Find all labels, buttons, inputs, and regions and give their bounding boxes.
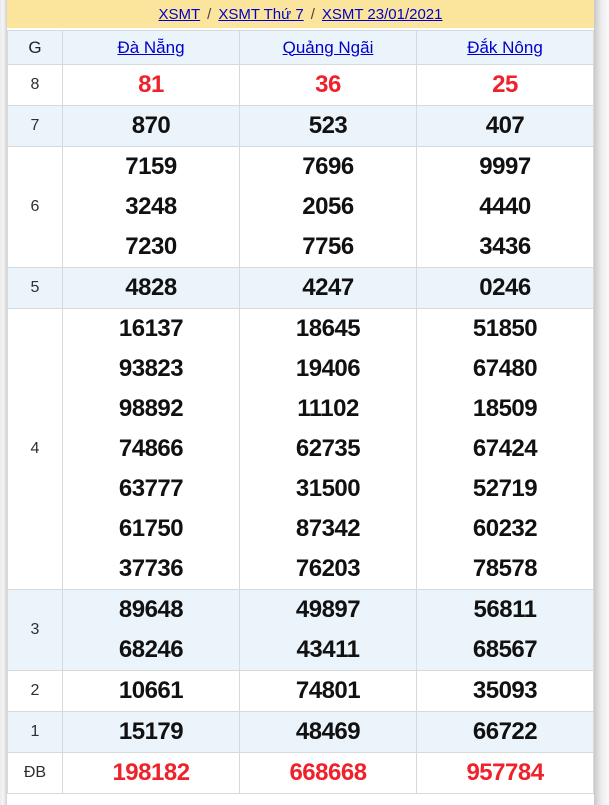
prize-cell — [417, 106, 594, 147]
prize-number: 68246 — [118, 636, 184, 663]
results-table-body — [8, 65, 594, 794]
prize-number: 4247 — [302, 274, 354, 301]
prize-number: 31500 — [295, 475, 361, 502]
header-row — [8, 31, 594, 65]
prize-number: 7696 — [302, 153, 354, 180]
prize-cell — [63, 712, 240, 753]
prize-number: 98892 — [118, 395, 184, 422]
prize-cell — [63, 753, 240, 794]
prize-group-label: 1 — [8, 712, 63, 753]
prize-cell — [240, 671, 417, 712]
page-left-edge — [0, 0, 7, 805]
prize-number: 36 — [315, 71, 341, 98]
table-row — [8, 268, 594, 309]
prize-cell — [417, 590, 594, 671]
prize-number: 9997 — [479, 153, 531, 180]
prize-number: 60232 — [472, 515, 538, 542]
prize-group-label: 2 — [8, 671, 63, 712]
prize-number: 48469 — [295, 718, 361, 745]
prize-cell — [240, 268, 417, 309]
dak-nong-link[interactable]: Đắk Nông — [467, 37, 543, 57]
prize-number: 15179 — [118, 718, 184, 745]
column-header-quang-ngai — [240, 31, 417, 65]
prize-number: 78578 — [472, 555, 538, 582]
breadcrumb-link-xsmt[interactable]: XSMT — [158, 5, 201, 23]
prize-number: 74866 — [118, 435, 184, 462]
prize-number: 62735 — [295, 435, 361, 462]
prize-cell — [240, 65, 417, 106]
table-row — [8, 753, 594, 794]
prize-number: 11102 — [297, 395, 359, 422]
content-area — [7, 0, 594, 794]
prize-number: 4828 — [125, 274, 177, 301]
prize-cell — [240, 753, 417, 794]
prize-cell — [63, 147, 240, 268]
prize-number: 35093 — [472, 677, 538, 704]
prize-number: 89648 — [118, 596, 184, 623]
column-header-da-nang — [63, 31, 240, 65]
prize-number: 2056 — [302, 193, 354, 220]
table-row — [8, 147, 594, 268]
prize-number: 56811 — [473, 596, 537, 623]
prize-group-label: 7 — [8, 106, 63, 147]
prize-number: 67480 — [472, 355, 538, 382]
prize-number: 52719 — [472, 475, 538, 502]
prize-number: 81 — [138, 71, 164, 98]
prize-cell — [417, 753, 594, 794]
prize-number: 3248 — [125, 193, 177, 220]
prize-number: 49897 — [295, 596, 361, 623]
prize-number: 63777 — [118, 475, 184, 502]
prize-cell — [240, 590, 417, 671]
prize-cell — [240, 106, 417, 147]
quang-ngai-link[interactable]: Quảng Ngãi — [282, 37, 374, 57]
prize-number: 74801 — [295, 677, 361, 704]
prize-cell — [417, 712, 594, 753]
column-header-g: G — [8, 31, 63, 65]
prize-number: 93823 — [118, 355, 184, 382]
prize-number: 198182 — [112, 759, 190, 786]
table-row — [8, 106, 594, 147]
prize-cell — [63, 106, 240, 147]
prize-number: 87342 — [295, 515, 361, 542]
column-header-dak-nong — [417, 31, 594, 65]
prize-number: 37736 — [118, 555, 184, 582]
prize-number: 76203 — [295, 555, 361, 582]
prize-group-label: 5 — [8, 268, 63, 309]
prize-cell — [63, 65, 240, 106]
table-row — [8, 590, 594, 671]
prize-cell — [417, 671, 594, 712]
table-row — [8, 65, 594, 106]
prize-number: 7230 — [125, 233, 177, 260]
prize-number: 407 — [485, 112, 525, 139]
prize-cell — [63, 590, 240, 671]
prize-number: 61750 — [118, 515, 184, 542]
prize-number: 10661 — [118, 677, 184, 704]
prize-cell — [63, 309, 240, 590]
prize-number: 43411 — [296, 636, 360, 663]
breadcrumb-separator: / — [310, 5, 315, 23]
prize-number: 66722 — [472, 718, 538, 745]
prize-cell — [240, 309, 417, 590]
table-row — [8, 712, 594, 753]
prize-number: 51850 — [472, 315, 538, 342]
prize-group-label: 4 — [8, 309, 63, 590]
breadcrumb-link-xsmt-date[interactable]: XSMT 23/01/2021 — [321, 5, 443, 23]
prize-number: 16137 — [118, 315, 184, 342]
prize-number: 18645 — [295, 315, 361, 342]
prize-group-label: ĐB — [8, 753, 63, 794]
table-row — [8, 671, 594, 712]
prize-number: 19406 — [295, 355, 361, 382]
prize-number: 0246 — [479, 274, 531, 301]
prize-cell — [417, 309, 594, 590]
breadcrumb-link-xsmt-thu-7[interactable]: XSMT Thứ 7 — [218, 5, 304, 23]
prize-number: 67424 — [472, 435, 538, 462]
prize-number: 3436 — [479, 233, 531, 260]
prize-number: 870 — [131, 112, 171, 139]
prize-group-label: 3 — [8, 590, 63, 671]
prize-cell — [417, 268, 594, 309]
prize-number: 25 — [492, 71, 518, 98]
prize-number: 7159 — [125, 153, 177, 180]
prize-number: 668668 — [289, 759, 367, 786]
table-row — [8, 309, 594, 590]
results-table — [7, 30, 594, 794]
page-right-edge-scroll-area[interactable] — [594, 0, 609, 805]
prize-number: 4440 — [479, 193, 531, 220]
da-nang-link[interactable]: Đà Nẵng — [117, 37, 185, 57]
prize-cell — [417, 65, 594, 106]
prize-number: 523 — [308, 112, 348, 139]
prize-number: 68567 — [472, 636, 538, 663]
prize-cell — [240, 712, 417, 753]
prize-group-label: 8 — [8, 65, 63, 106]
prize-number: 7756 — [302, 233, 354, 260]
breadcrumb-separator: / — [207, 5, 212, 23]
prize-cell — [417, 147, 594, 268]
prize-cell — [63, 671, 240, 712]
prize-group-label: 6 — [8, 147, 63, 268]
prize-number: 957784 — [466, 759, 544, 786]
breadcrumb — [7, 0, 594, 28]
prize-cell — [240, 147, 417, 268]
prize-number: 18509 — [472, 395, 538, 422]
prize-cell — [63, 268, 240, 309]
